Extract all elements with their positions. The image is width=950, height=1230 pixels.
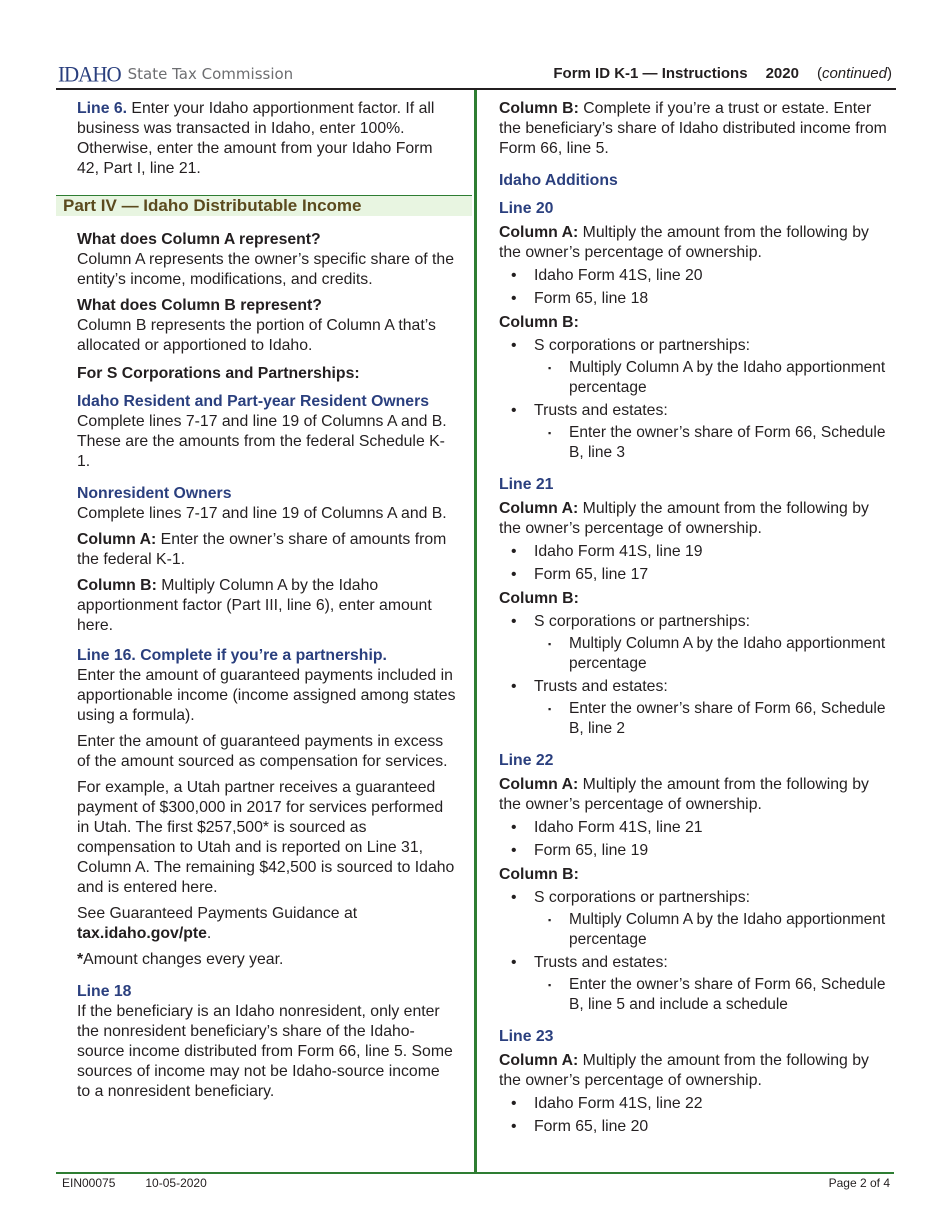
page-number: Page 2 of 4: [828, 1176, 890, 1190]
continued-note: (continued): [816, 65, 892, 82]
logo-wordmark: IDAHO: [58, 60, 121, 87]
list-item: ▪ Enter the owner’s share of Form 66, Schedule B, line 2: [534, 699, 894, 739]
list-item: • Idaho Form 41S, line 19: [499, 542, 894, 562]
line16-para2: Enter the amount of guaranteed payments in excess of the amount sourced as compensation for services.: [77, 733, 448, 770]
footer-rule: [56, 1172, 894, 1174]
line18-text: If the beneficiary is an Idaho nonresident, only enter the nonresident beneficiary’s share of the Idaho-source income distributed from Form 66, line 5. Some sources of income may not be Idaho-source income to a nonresident beneficiary.: [77, 1003, 453, 1100]
list-item: • Trusts and estates: ▪ Enter the owner’s share of Form 66, Schedule B, line 5 and include a schedule: [499, 953, 894, 1015]
line22-heading: Line 22: [499, 752, 554, 769]
nonresident-owners-heading: Nonresident Owners: [77, 485, 232, 502]
list-item: • Trusts and estates: ▪ Enter the owner’s share of Form 66, Schedule B, line 2: [499, 677, 894, 739]
left-column: [77, 99, 457, 1102]
line21-heading: Line 21: [499, 476, 554, 493]
list-item: ▪ Multiply Column A by the Idaho apportionment percentage: [534, 358, 894, 398]
nonresident-col-a: Column A: Enter the owner’s share of amounts from the federal K-1.: [77, 531, 447, 568]
line6-paragraph: Line 6. Enter your Idaho apportionment factor. If all business was transacted in Idaho, enter 100%. Otherwise, enter the amount from your Idaho Form 42, Part I, line 21.: [77, 100, 435, 177]
line22-col-a-list: [499, 818, 894, 861]
line21-col-a-list: [499, 542, 894, 585]
col-b-question: What does Column B represent?: [77, 297, 322, 314]
line16-para1: Enter the amount of guaranteed payments included in apportionable income (income assigned among states using a formula).: [77, 667, 456, 724]
line23-col-a-list: [499, 1094, 894, 1137]
line16-heading: Line 16. Complete if you’re a partnership.: [77, 647, 387, 664]
nonresident-col-b: Column B: Multiply Column A by the Idaho apportionment factor (Part III, line 6), enter amount here.: [77, 577, 432, 634]
line21-col-b-label: Column B:: [499, 590, 579, 607]
form-year: 2020: [765, 65, 799, 82]
col-a-answer: Column A represents the owner’s specific share of the entity’s income, modifications, and credits.: [77, 251, 454, 288]
line20-col-b-list: [499, 336, 894, 463]
trust-col-b-paragraph: Column B: Complete if you’re a trust or estate. Enter the beneficiary’s share of Idaho distributed income from Form 66, line 5.: [499, 100, 887, 157]
asterisk-note: *Amount changes every year.: [77, 951, 284, 968]
line22-col-b-list: [499, 888, 894, 1015]
list-item: • Form 65, line 17: [499, 565, 894, 585]
line21-col-a: Column A: Multiply the amount from the following by the owner’s percentage of ownership.: [499, 500, 869, 537]
nonresident-owners-text: Complete lines 7-17 and line 19 of Columns A and B.: [77, 505, 447, 522]
column-divider: [474, 90, 477, 1172]
list-item: • Idaho Form 41S, line 22: [499, 1094, 894, 1114]
list-item: • Idaho Form 41S, line 21: [499, 818, 894, 838]
resident-owners-heading: Idaho Resident and Part-year Resident Owners: [77, 393, 430, 410]
part-iv-heading: Part IV — Idaho Distributable Income: [56, 195, 472, 216]
line20-col-b-label: Column B:: [499, 314, 579, 331]
idaho-logo: [58, 60, 294, 87]
form-heading: [553, 65, 892, 82]
line22-col-b-label: Column B:: [499, 866, 579, 883]
idaho-additions-heading: Idaho Additions: [499, 172, 618, 189]
list-item: • Form 65, line 20: [499, 1117, 894, 1137]
list-item: ▪ Enter the owner’s share of Form 66, Schedule B, line 3: [534, 423, 894, 463]
col-b-answer: Column B represents the portion of Column A that’s allocated or apportioned to Idaho.: [77, 317, 436, 354]
s-corp-heading: For S Corporations and Partnerships:: [77, 365, 360, 382]
list-item: • Idaho Form 41S, line 20: [499, 266, 894, 286]
list-item: • S corporations or partnerships: ▪ Multiply Column A by the Idaho apportionment percentage: [499, 888, 894, 950]
form-title: Form ID K-1 — Instructions: [553, 65, 748, 82]
page-footer: [62, 1176, 890, 1190]
col-a-question: What does Column A represent?: [77, 231, 321, 248]
list-item: • Form 65, line 18: [499, 289, 894, 309]
list-item: • S corporations or partnerships: ▪ Multiply Column A by the Idaho apportionment percentage: [499, 612, 894, 674]
list-item: • Form 65, line 19: [499, 841, 894, 861]
right-column: [499, 99, 894, 1137]
form-code: EIN00075: [62, 1176, 116, 1190]
line20-col-a: Column A: Multiply the amount from the following by the owner’s percentage of ownership.: [499, 224, 869, 261]
page-header: [58, 62, 894, 86]
pte-link[interactable]: tax.idaho.gov/pte: [77, 925, 207, 942]
logo-subtitle: State Tax Commission: [127, 65, 294, 83]
list-item: ▪ Multiply Column A by the Idaho apportionment percentage: [534, 634, 894, 674]
line21-col-b-list: [499, 612, 894, 739]
line16-para3: For example, a Utah partner receives a guaranteed payment of $300,000 in 2017 for services performed in Utah. The first $257,500* is sourced as compensation to Utah and is reported on Line 31, Column A. The remaining $42,500 is sourced to Idaho and is entered here.: [77, 779, 455, 896]
line20-heading: Line 20: [499, 200, 554, 217]
line18-heading: Line 18: [77, 983, 132, 1000]
line23-col-a: Column A: Multiply the amount from the following by the owner’s percentage of ownership.: [499, 1052, 869, 1089]
line22-col-a: Column A: Multiply the amount from the following by the owner’s percentage of ownership.: [499, 776, 869, 813]
list-item: • S corporations or partnerships: ▪ Multiply Column A by the Idaho apportionment percentage: [499, 336, 894, 398]
guidance-paragraph: See Guaranteed Payments Guidance at tax.idaho.gov/pte.: [77, 905, 358, 942]
list-item: ▪ Enter the owner’s share of Form 66, Schedule B, line 5 and include a schedule: [534, 975, 894, 1015]
list-item: • Trusts and estates: ▪ Enter the owner’s share of Form 66, Schedule B, line 3: [499, 401, 894, 463]
resident-owners-text: Complete lines 7-17 and line 19 of Columns A and B. These are the amounts from the federal Schedule K-1.: [77, 413, 447, 470]
list-item: ▪ Multiply Column A by the Idaho apportionment percentage: [534, 910, 894, 950]
revision-date: 10-05-2020: [145, 1176, 207, 1190]
line23-heading: Line 23: [499, 1028, 554, 1045]
line20-col-a-list: [499, 266, 894, 309]
